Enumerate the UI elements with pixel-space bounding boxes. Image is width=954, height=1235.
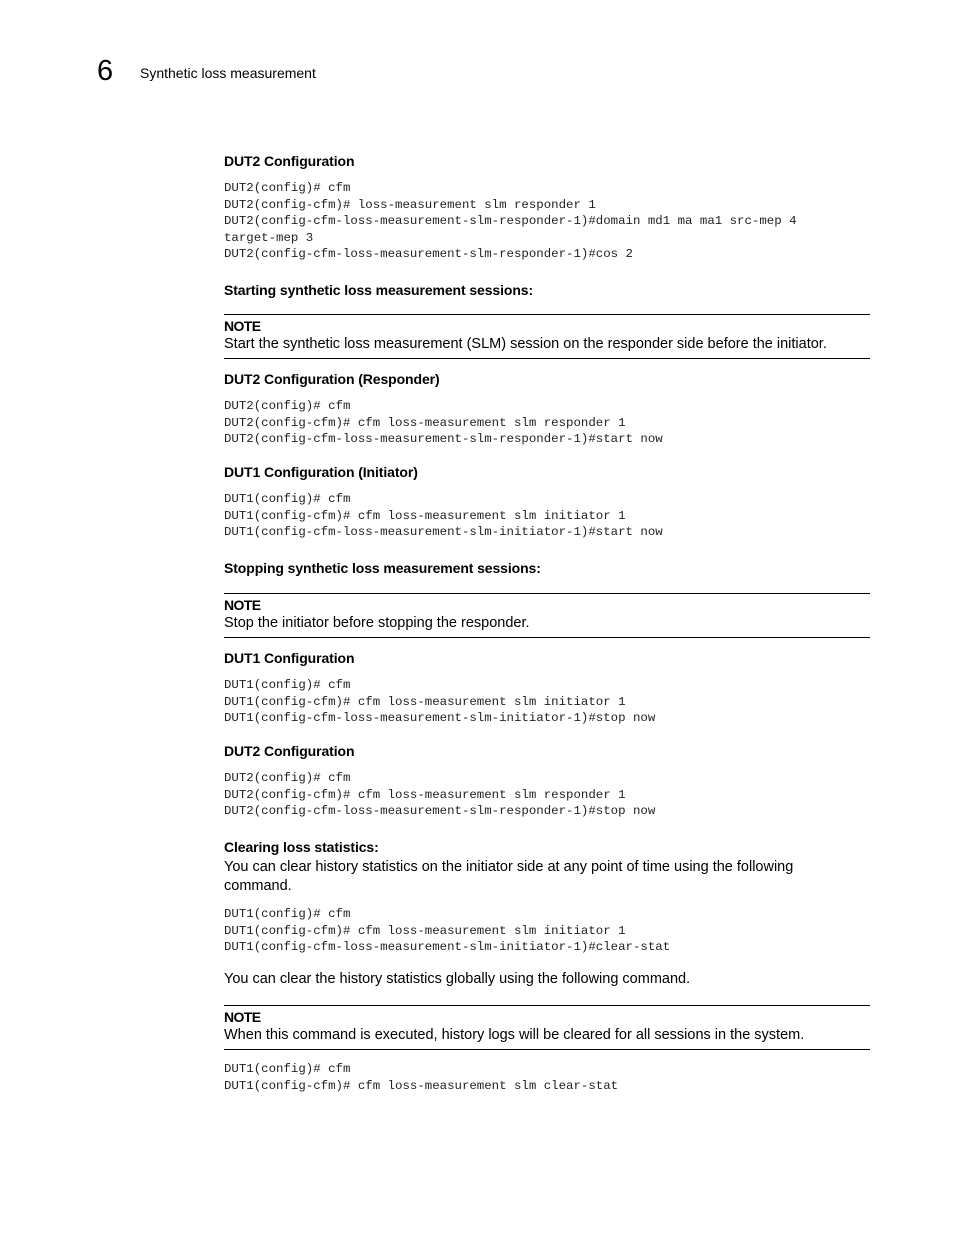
- section-heading: Starting synthetic loss measurement sessions:: [224, 282, 534, 298]
- note-text: Start the synthetic loss measurement (SLM) session on the responder side before the initiator.: [224, 336, 827, 352]
- note-text: Stop the initiator before stopping the responder.: [224, 615, 530, 631]
- note-box: [224, 314, 870, 359]
- section-heading: Stopping synthetic loss measurement sessions:: [224, 560, 541, 576]
- code-block: DUT2(config)# cfm DUT2(config-cfm)# cfm loss-measurement slm responder 1 DUT2(config-cfm-loss-measurement-slm-responder-1)#start now: [224, 399, 663, 446]
- paragraph: You can clear the history statistics globally using the following command.: [224, 971, 691, 987]
- note-label: NOTE: [224, 597, 261, 613]
- note-box: [224, 1005, 870, 1050]
- section-heading: DUT2 Configuration: [224, 153, 355, 169]
- paragraph: You can clear history statistics on the initiator side at any point of time using the following command.: [224, 859, 794, 894]
- note-box: [224, 593, 870, 638]
- section-heading: DUT2 Configuration (Responder): [224, 371, 440, 387]
- code-block: DUT1(config)# cfm DUT1(config-cfm)# cfm loss-measurement slm initiator 1 DUT1(config-cfm-loss-measurement-slm-initiator-1)#stop now: [224, 678, 656, 725]
- section-heading: DUT1 Configuration (Initiator): [224, 464, 418, 480]
- code-block: DUT2(config)# cfm DUT2(config-cfm)# loss-measurement slm responder 1 DUT2(config-cfm-loss-measurement-slm-responder-1)#domain md1 ma ma1 src-mep 4 target-mep 3 DUT2(config-cfm-loss-measurement-slm-responder-1)#cos 2: [224, 181, 797, 261]
- code-block: DUT1(config)# cfm DUT1(config-cfm)# cfm loss-measurement slm clear-stat: [224, 1062, 619, 1093]
- section-heading: DUT2 Configuration: [224, 743, 355, 759]
- note-label: NOTE: [224, 1009, 261, 1025]
- code-block: DUT1(config)# cfm DUT1(config-cfm)# cfm loss-measurement slm initiator 1 DUT1(config-cfm-loss-measurement-slm-initiator-1)#start now: [224, 492, 663, 539]
- code-block: DUT1(config)# cfm DUT1(config-cfm)# cfm loss-measurement slm initiator 1 DUT1(config-cfm-loss-measurement-slm-initiator-1)#clear-stat: [224, 907, 671, 954]
- chapter-number: 6: [97, 55, 114, 87]
- note-label: NOTE: [224, 318, 261, 334]
- section-heading: Clearing loss statistics:: [224, 839, 379, 855]
- section-heading: DUT1 Configuration: [224, 650, 355, 666]
- code-block: DUT2(config)# cfm DUT2(config-cfm)# cfm loss-measurement slm responder 1 DUT2(config-cfm-loss-measurement-slm-responder-1)#stop now: [224, 771, 656, 818]
- chapter-title: Synthetic loss measurement: [140, 65, 316, 81]
- note-text: When this command is executed, history logs will be cleared for all sessions in the system.: [224, 1027, 805, 1043]
